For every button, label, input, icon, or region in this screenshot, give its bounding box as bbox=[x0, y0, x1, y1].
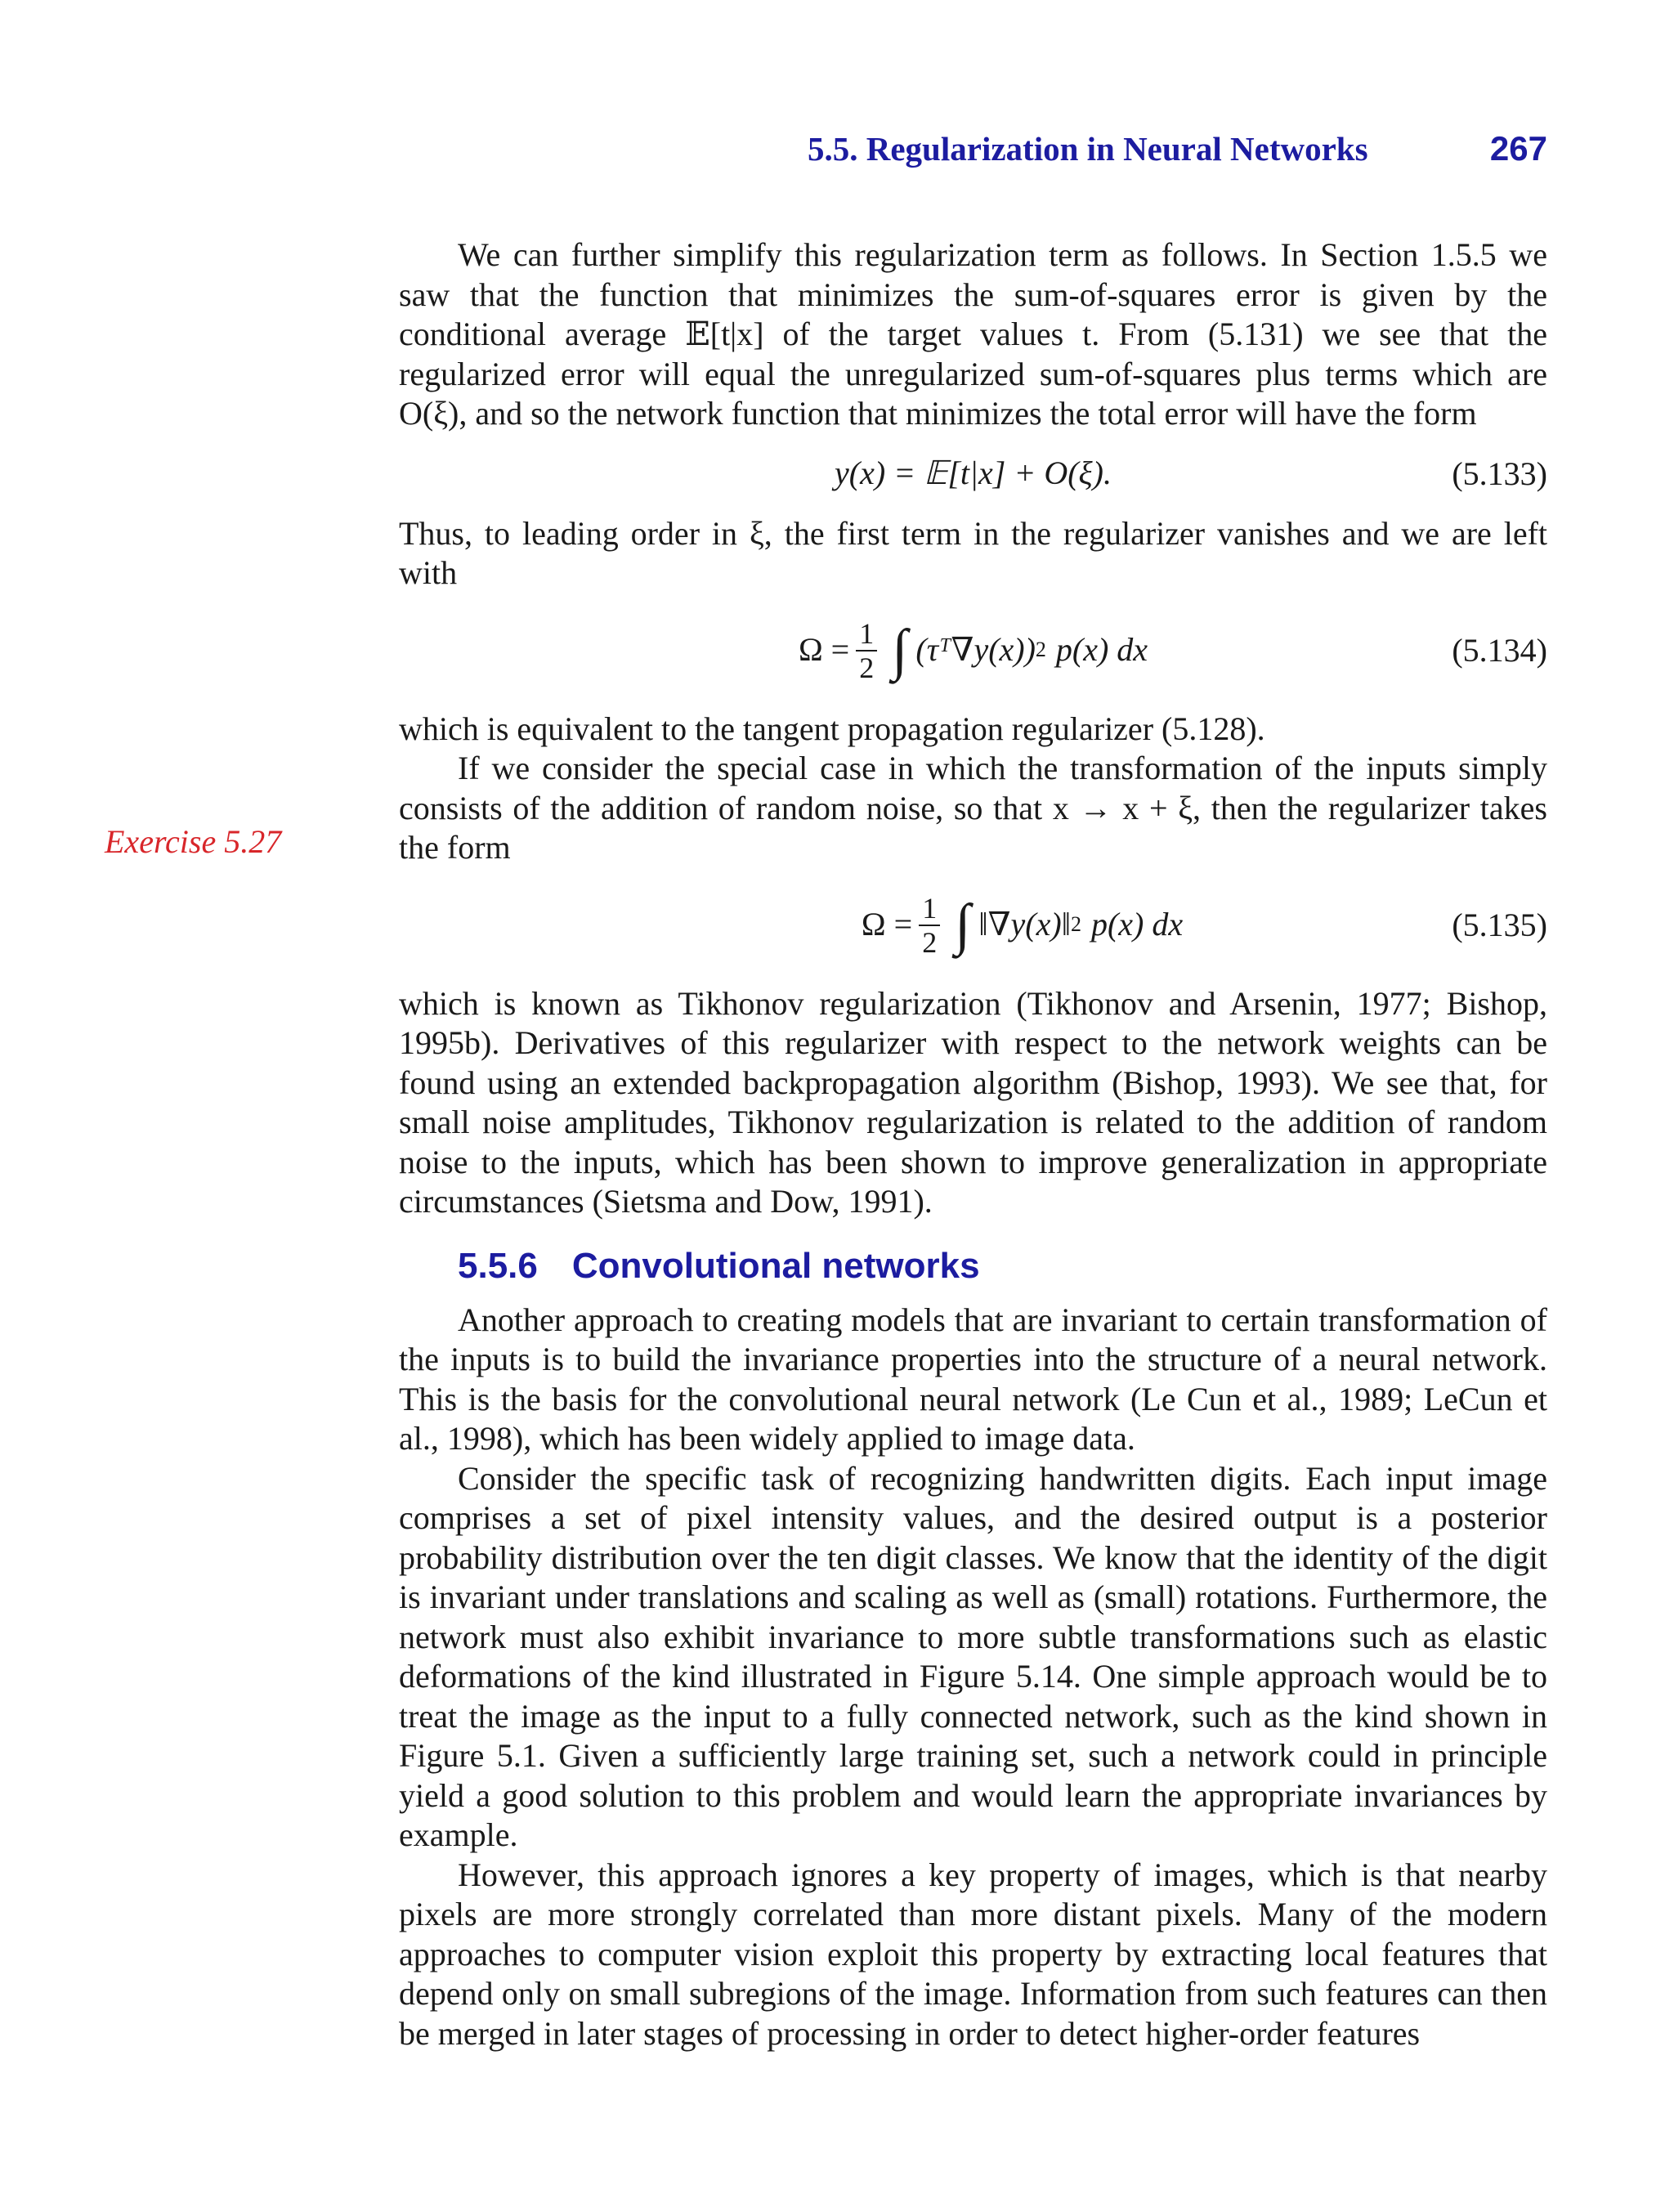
paragraph-1: We can further simplify this regularization term as follows. In Section 1.5.5 we saw that the function that minimizes the sum-of-squares error is given by the conditional average 𝔼[t|x] of the target values t. From (5.131) we see that the regularized error will equal the unregularized sum-of-squares plus terms which are O(ξ), and so the network function that minimizes the total error will have the form bbox=[399, 236, 1547, 432]
equation-5-133-number[interactable]: (5.133) bbox=[1452, 454, 1547, 492]
paragraph-3: which is equivalent to the tangent propagation regularizer (5.128). bbox=[399, 710, 1265, 747]
equation-5-135-fraction bbox=[919, 892, 940, 959]
page-number: 267 bbox=[1489, 129, 1547, 168]
equation-5-134-fraction bbox=[856, 617, 877, 684]
equation-5-134 bbox=[399, 598, 1547, 703]
equation-5-135-lhs: Ω = bbox=[861, 906, 913, 943]
paragraph-6: Another approach to creating models that are invariant to certain transformation of the inputs is to build the invariance properties into the structure of a neural network. This is the basis for the convolutional neural network (Le Cun et al., 1989; LeCun et al., 1998), which has been widely applied to image data. bbox=[399, 1301, 1547, 1457]
exercise-margin-note[interactable]: Exercise 5.27 bbox=[105, 823, 282, 860]
running-header-title: 5.5. Regularization in Neural Networks bbox=[808, 130, 1368, 168]
main-text-column bbox=[399, 235, 1547, 2053]
equation-5-134-measure: p(x) dx bbox=[1055, 631, 1148, 669]
integral-sign: ∫ bbox=[892, 618, 908, 682]
equation-5-133-body bbox=[399, 437, 1547, 511]
fraction-denominator: 2 bbox=[859, 651, 875, 684]
section-title: Convolutional networks bbox=[571, 1245, 980, 1286]
equation-5-134-integrand: (τᵀ∇y(x)) bbox=[915, 631, 1036, 669]
fraction-denominator: 2 bbox=[922, 925, 938, 959]
equation-5-134-lhs: Ω = bbox=[798, 631, 850, 669]
equation-5-133 bbox=[399, 437, 1547, 511]
section-number: 5.5.6 bbox=[458, 1245, 538, 1286]
paragraph-7: Consider the specific task of recognizing handwritten digits. Each input image comprises a set of pixel intensity values, and the desired output is a posterior probability distribution over the ten digit classes. We know that the identity of the digit is invariant under translations and scaling as well as (small) rotations. Furthermore, the network must also exhibit invariance to more subtle transformations such as elastic deformations of the kind illustrated in Figure 5.14. One simple approach would be to treat the image as the input to a fully connected network, such as the kind shown in Figure 5.1. Given a sufficiently large training set, such a network could in principle yield a good solution to this problem and would learn the appropriate invariances by example. bbox=[399, 1459, 1547, 1853]
section-heading bbox=[458, 1243, 1547, 1289]
equation-5-134-body bbox=[399, 598, 1547, 703]
equation-5-135-number[interactable]: (5.135) bbox=[1452, 906, 1547, 943]
equation-5-135-body bbox=[399, 873, 1547, 978]
fraction-numerator: 1 bbox=[919, 892, 940, 926]
paragraph-2: Thus, to leading order in ξ, the first term in the regularizer vanishes and we are left with bbox=[399, 514, 1547, 591]
equation-5-135-integrand: ‖∇y(x)‖ bbox=[978, 906, 1071, 943]
equation-5-134-number[interactable]: (5.134) bbox=[1452, 631, 1547, 669]
fraction-numerator: 1 bbox=[856, 617, 877, 652]
equation-5-135-power: 2 bbox=[1070, 912, 1081, 937]
equation-5-133-expression: y(x) = 𝔼[t|x] + O(ξ). bbox=[835, 454, 1112, 492]
paragraph-5: which is known as Tikhonov regularization (Tikhonov and Arsenin, 1977; Bishop, 1995b). Derivatives of this regularizer with respect to the network weights can be found using an extended backpropagation algorithm (Bishop, 1993). We see that, for small noise amplitudes, Tikhonov regularization is related to the addition of random noise to the inputs, which has been shown to improve generalization in appropriate circumstances (Sietsma and Dow, 1991). bbox=[399, 984, 1547, 1220]
equation-5-134-power: 2 bbox=[1035, 638, 1046, 662]
paragraph-8: However, this approach ignores a key property of images, which is that nearby pixels are more strongly correlated than more distant pixels. Many of the modern approaches to computer vision exploit this property by extracting local features that depend only on small subregions of the image. Information from such features can then be merged in later stages of processing in order to detect higher-order features bbox=[399, 1856, 1547, 2052]
paragraph-4: If we consider the special case in which the transformation of the inputs simply consists of the addition of random noise, so that x → x + ξ, then the regularizer takes the form bbox=[399, 750, 1547, 866]
equation-5-135 bbox=[399, 873, 1547, 978]
equation-5-135-measure: p(x) dx bbox=[1090, 906, 1184, 943]
integral-sign: ∫ bbox=[955, 893, 971, 956]
